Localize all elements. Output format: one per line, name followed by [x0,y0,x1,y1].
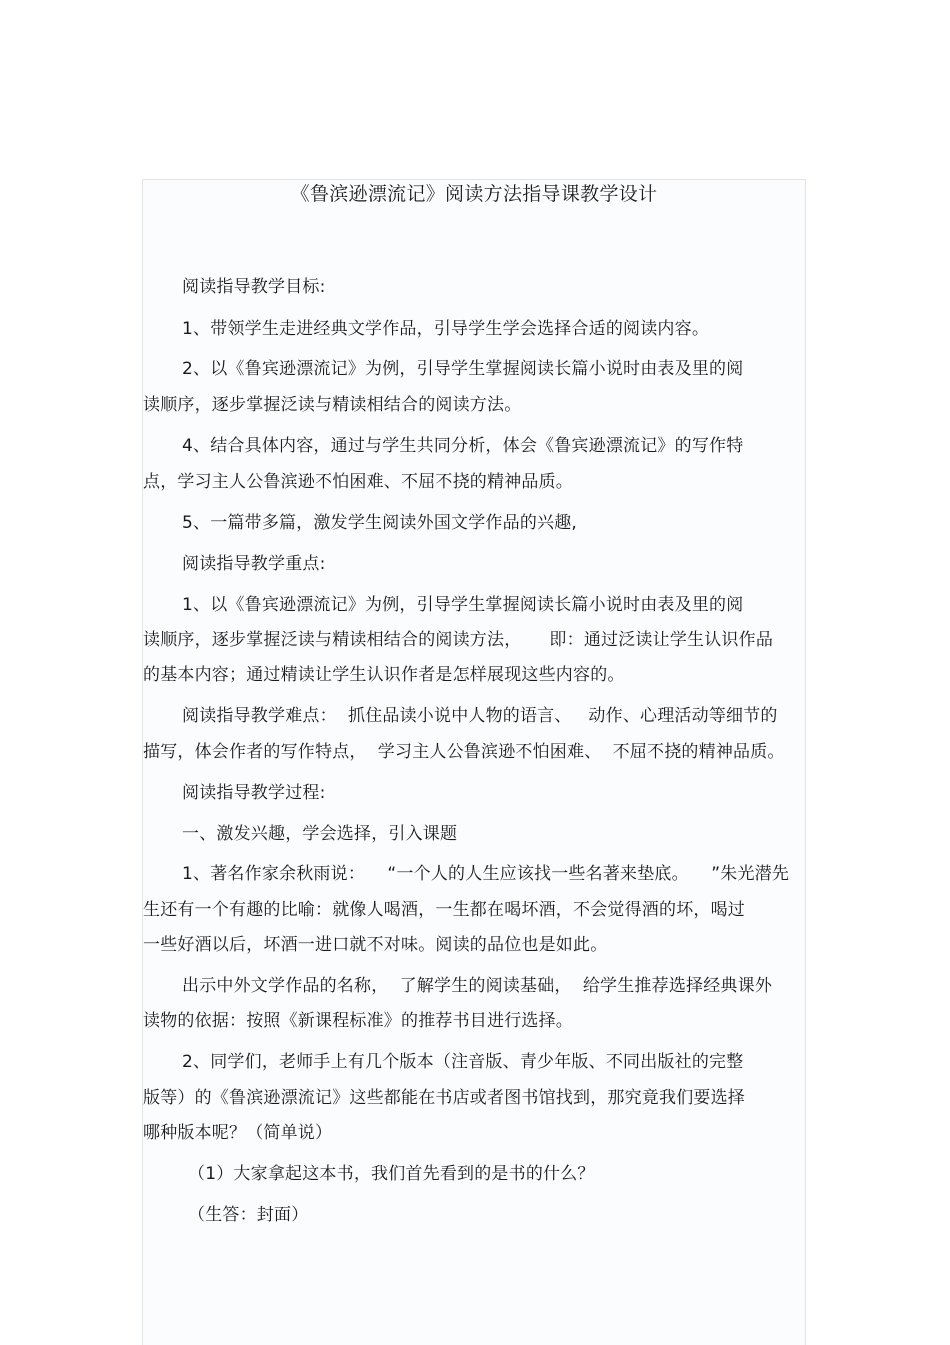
paragraph-line: （1）大家拿起这本书，我们首先看到的是书的什么？ [188,1164,595,1184]
paragraph-line: 2、以《鲁宾逊漂流记》为例，引导学生掌握阅读长篇小说时由表及里的阅 [182,359,744,379]
paragraph-line: 阅读指导教学难点： 抓住品读小说中人物的语言、 动作、心理活动等细节的 [182,706,778,726]
paragraph-line: 描写，体会作者的写作特点， 学习主人公鲁滨逊不怕困难、 不屈不挠的精神品质。 [143,742,785,762]
paragraph-line: 1、著名作家余秋雨说： “一个人的人生应该找一些名著来垫底。 ”朱光潜先 [182,864,790,884]
paragraph-line: 一些好酒以后，坏酒一进口就不对味。阅读的品位也是如此。 [143,935,608,955]
section-heading-goals: 阅读指导教学目标: [182,277,326,297]
paragraph-line: 的基本内容；通过精读让学生认识作者是怎样展现这些内容的。 [143,665,625,685]
paragraph-line: 读顺序，逐步掌握泛读与精读相结合的阅读方法， 即：通过泛读让学生认识作品 [143,630,774,650]
paragraph-line: 哪种版本呢？（简单说） [143,1123,333,1143]
paragraph-line: 生还有一个有趣的比喻：就像人喝酒，一生都在喝坏酒，不会觉得酒的坏，喝过 [143,900,745,920]
paragraph-line: 读顺序，逐步掌握泛读与精读相结合的阅读方法。 [143,395,522,415]
section-heading-key-points: 阅读指导教学重点: [182,554,326,574]
paragraph-line: （生答：封面） [188,1205,309,1225]
paragraph-line: 5、一篇带多篇，激发学生阅读外国文学作品的兴趣, [182,513,578,533]
paragraph-line: 点，学习主人公鲁滨逊不怕困难、不屈不挠的精神品质。 [143,472,573,492]
paragraph-line: 4、结合具体内容，通过与学生共同分析，体会《鲁宾逊漂流记》的写作特 [182,436,744,456]
paragraph-line: 1、带领学生走进经典文学作品，引导学生学会选择合适的阅读内容。 [182,319,710,339]
paragraph-line: 1、以《鲁宾逊漂流记》为例，引导学生掌握阅读长篇小说时由表及里的阅 [182,595,744,615]
subsection-heading: 一、激发兴趣，学会选择，引入课题 [182,824,458,844]
paragraph-line: 出示中外文学作品的名称， 了解学生的阅读基础， 给学生推荐选择经典课外 [182,976,773,996]
paragraph-line: 版等）的《鲁滨逊漂流记》这些都能在书店或者图书馆找到，那究竟我们要选择 [143,1088,745,1108]
document-title: 《鲁滨逊漂流记》阅读方法指导课教学设计 [290,183,658,205]
paragraph-line: 2、同学们，老师手上有几个版本（注音版、青少年版、不同出版社的完整 [182,1052,744,1072]
paragraph-line: 读物的依据：按照《新课程标准》的推荐书目进行选择。 [143,1011,573,1031]
section-heading-process: 阅读指导教学过程: [182,783,326,803]
